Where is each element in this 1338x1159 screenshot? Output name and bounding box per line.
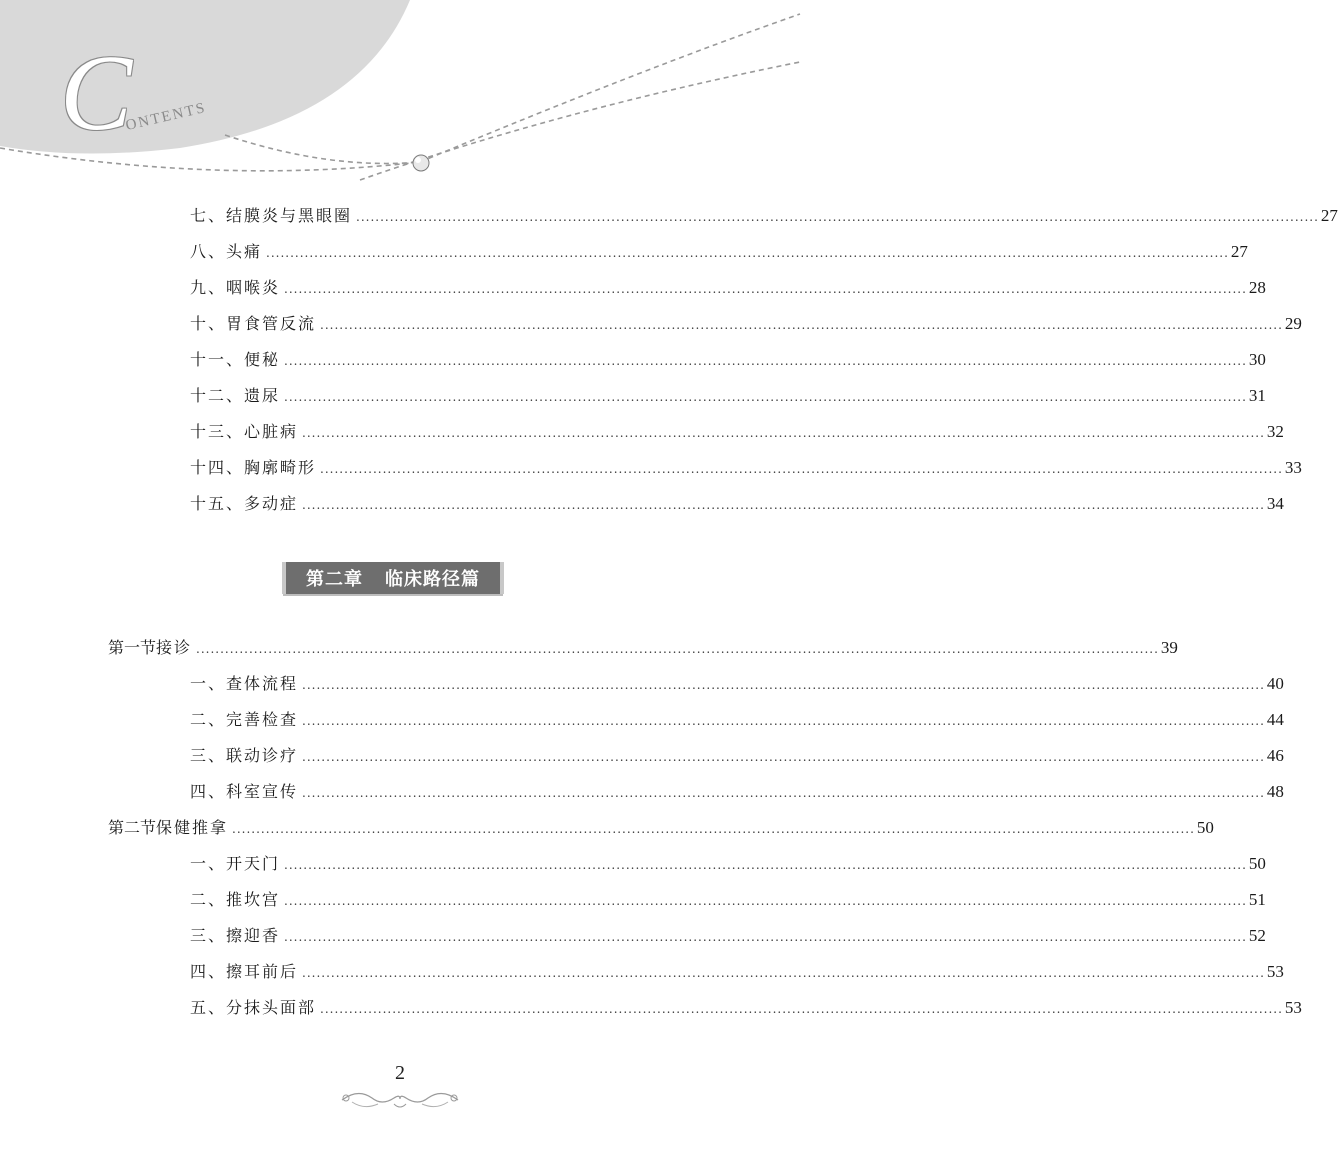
dot-leader: ........................................................................................................................................................................................................: [302, 714, 1265, 728]
dot-leader: ........................................................................................................................................................................................................: [302, 678, 1265, 692]
chapter-number: 第二章: [306, 569, 363, 590]
toc-entry-label: 二、推坎宫: [190, 890, 281, 909]
toc-entry-label: 七、结膜炎与黑眼圈: [190, 206, 353, 225]
dot-leader: ........................................................................................................................................................................................................: [284, 354, 1247, 368]
dot-leader: ........................................................................................................................................................................................................: [232, 822, 1195, 836]
toc-entry[interactable]: [190, 240, 1248, 264]
dot-leader: ........................................................................................................................................................................................................: [320, 318, 1283, 332]
dot-leader: ........................................................................................................................................................................................................: [302, 498, 1265, 512]
toc-entry-label: 十二、遗尿: [190, 386, 281, 405]
toc-entry-label: 十三、心脏病: [190, 422, 299, 441]
dot-leader: ........................................................................................................................................................................................................: [284, 282, 1247, 296]
toc-entry-page: 32: [1266, 422, 1284, 441]
toc-entry[interactable]: [190, 672, 1284, 696]
toc-section-entry[interactable]: [108, 636, 1178, 660]
section-title: 保健推拿: [156, 818, 229, 837]
toc-entry-label: 十一、便秘: [190, 350, 281, 369]
footer-ornament: [338, 1086, 462, 1112]
toc-entry[interactable]: [190, 780, 1284, 804]
toc-entry-label: 八、头痛: [190, 242, 263, 261]
toc-entry-page: 28: [1248, 278, 1266, 297]
contents-watermark-text: ONTENTS: [124, 99, 208, 135]
toc-entry-page: 51: [1248, 890, 1266, 909]
toc-entry-label: 一、开天门: [190, 854, 281, 873]
section-title: 接诊: [156, 638, 193, 657]
toc-entry-label: 三、联动诊疗: [190, 746, 299, 765]
toc-entry[interactable]: [190, 960, 1284, 984]
toc-entry-page: 27: [1230, 242, 1248, 261]
dot-leader: ........................................................................................................................................................................................................: [302, 786, 1265, 800]
toc-entry[interactable]: [190, 348, 1266, 372]
toc-entry[interactable]: [190, 204, 1338, 228]
toc-entry[interactable]: [190, 276, 1266, 300]
toc-entry-label: 四、擦耳前后: [190, 962, 299, 981]
toc-entry[interactable]: [190, 744, 1284, 768]
toc-entry-page: 33: [1284, 458, 1302, 477]
toc-entry-label: 二、完善检查: [190, 710, 299, 729]
toc-entry-page: 27: [1320, 206, 1338, 225]
toc-entry-page: 52: [1248, 926, 1266, 945]
toc-entry-page: 53: [1266, 962, 1284, 981]
toc-section-entry[interactable]: [108, 816, 1214, 840]
toc-entry-page: 48: [1266, 782, 1284, 801]
dot-leader: ........................................................................................................................................................................................................: [196, 642, 1159, 656]
header-dashed-arc-left: [225, 135, 420, 163]
header-dashed-arc-middle: [420, 14, 800, 162]
toc-entry[interactable]: [190, 312, 1302, 336]
section-number: 第一节: [108, 638, 157, 657]
toc-entry-page: 44: [1266, 710, 1284, 729]
toc-entry[interactable]: [190, 708, 1284, 732]
toc-entry-label: 十四、胸廓畸形: [190, 458, 317, 477]
dot-leader: ........................................................................................................................................................................................................: [302, 426, 1265, 440]
toc-entry-page: 53: [1284, 998, 1302, 1017]
toc-entry-page: 34: [1266, 494, 1284, 513]
toc-entry-page: 30: [1248, 350, 1266, 369]
dot-leader: ........................................................................................................................................................................................................: [284, 930, 1247, 944]
toc-entry-label: 五、分抹头面部: [190, 998, 317, 1017]
dot-leader: ........................................................................................................................................................................................................: [284, 894, 1247, 908]
dot-leader: ........................................................................................................................................................................................................: [284, 858, 1247, 872]
section-page: 39: [1160, 638, 1178, 657]
dot-leader: ........................................................................................................................................................................................................: [320, 1002, 1283, 1016]
toc-entry[interactable]: [190, 420, 1284, 444]
toc-entry[interactable]: [190, 888, 1266, 912]
section-number: 第二节: [108, 818, 157, 837]
dot-leader: ........................................................................................................................................................................................................: [356, 210, 1319, 224]
dot-leader: ........................................................................................................................................................................................................: [302, 966, 1265, 980]
chapter-banner[interactable]: [282, 562, 504, 594]
toc-entry-label: 十五、多动症: [190, 494, 299, 513]
dot-leader: ........................................................................................................................................................................................................: [266, 246, 1229, 260]
toc-entry-label: 四、科室宣传: [190, 782, 299, 801]
toc-entry[interactable]: [190, 924, 1266, 948]
toc-entry[interactable]: [190, 384, 1266, 408]
toc-entry[interactable]: [190, 996, 1302, 1020]
contents-watermark-initial: C: [60, 34, 133, 153]
header-pearl: [413, 155, 429, 171]
toc-entry-label: 十、胃食管反流: [190, 314, 317, 333]
toc-entry-page: 50: [1248, 854, 1266, 873]
toc-entry[interactable]: [190, 456, 1302, 480]
page-number: 2: [395, 1062, 405, 1084]
toc-entry-label: 一、查体流程: [190, 674, 299, 693]
toc-entry-label: 三、擦迎香: [190, 926, 281, 945]
toc-entry-page: 40: [1266, 674, 1284, 693]
section-page: 50: [1196, 818, 1214, 837]
toc-entry[interactable]: [190, 492, 1284, 516]
dot-leader: ........................................................................................................................................................................................................: [302, 750, 1265, 764]
dot-leader: ........................................................................................................................................................................................................: [284, 390, 1247, 404]
chapter-title: 临床路径篇: [385, 569, 480, 590]
toc-entry-page: 46: [1266, 746, 1284, 765]
dot-leader: ........................................................................................................................................................................................................: [320, 462, 1283, 476]
toc-entry[interactable]: [190, 852, 1266, 876]
toc-entry-page: 29: [1284, 314, 1302, 333]
toc-entry-page: 31: [1248, 386, 1266, 405]
toc-entry-label: 九、咽喉炎: [190, 278, 281, 297]
